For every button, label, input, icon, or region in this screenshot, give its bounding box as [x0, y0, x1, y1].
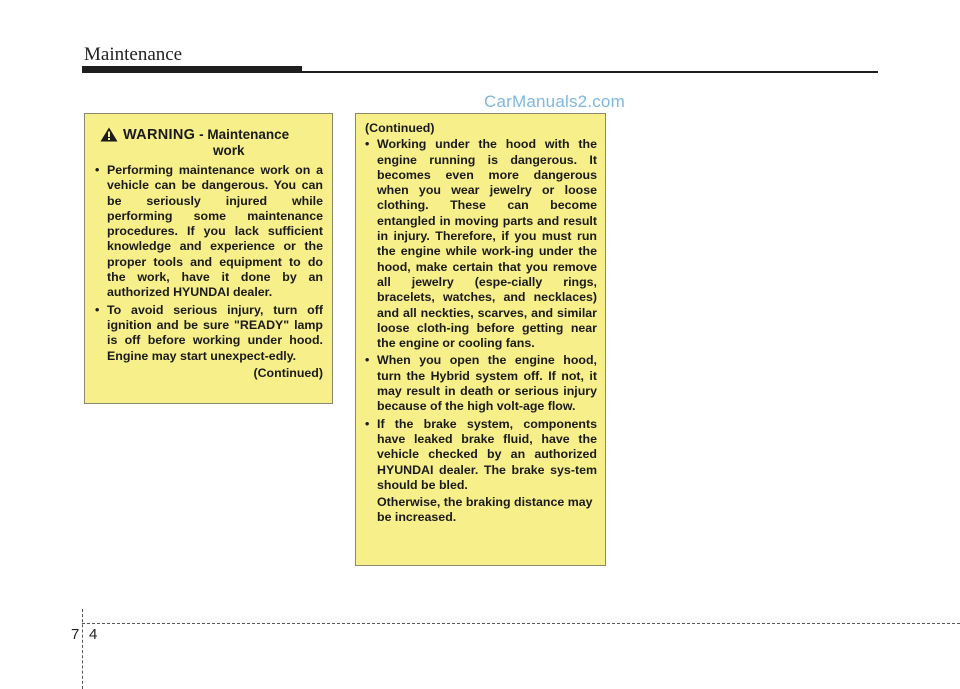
continued-bullet-list [365, 137, 597, 493]
warning-bullet-list [95, 163, 323, 364]
header-rule-thick [82, 66, 302, 73]
page-number: 4 [89, 626, 98, 643]
warning-title-topic: - Maintenance [199, 127, 290, 142]
warning-bullet-item: • To avoid serious injury, turn off ignition and be sure "READY" lamp is off before working under hood. Engine may start unexpect-edly. [95, 303, 323, 364]
continued-bullet-item: • If the brake system, components have leaked brake fluid, have the vehicle checked by an authorized HYUNDAI dealer. The brake sys-tem should be bled. [365, 417, 597, 493]
continued-warning-box [355, 113, 606, 566]
chapter-number: 7 [71, 626, 80, 643]
warning-title [123, 126, 289, 144]
continued-bullet-item: • When you open the engine hood, turn the Hybrid system off. If not, it may result in death or serious injury because of the high volt-age flow. [365, 353, 597, 414]
footer-rule-horizontal [82, 623, 960, 624]
warning-bullet-item: • Performing maintenance work on a vehicle can be dangerous. You can be seriously injured while performing some maintenance procedures. If you lack sufficient knowledge and experience or the proper tools and equipment to do the work, have it done by an authorized HYUNDAI dealer. [95, 163, 323, 301]
section-title: Maintenance [84, 44, 183, 65]
warning-triangle-icon [100, 127, 118, 142]
continued-heading: (Continued) [365, 121, 435, 135]
footer-rule-vertical [82, 609, 83, 689]
watermark-text: CarManuals2.com [484, 92, 625, 111]
continued-extra-paragraph: Otherwise, the braking distance may be increased. [377, 495, 593, 525]
warning-box [84, 113, 333, 404]
warning-title-topic-2: work [213, 142, 245, 158]
continued-note: (Continued) [253, 365, 323, 380]
header-rule-thin [300, 71, 878, 73]
warning-title-line2 [95, 143, 323, 160]
warning-header [95, 126, 323, 144]
continued-bullet-item: • Working under the hood with the engine running is dangerous. It becomes even more dangerous when you wear jewelry or loose clothing. These can become entangled in moving parts and result in injury. Therefore, if you must run the engine while work-ing under the hood, make certain that you remove all jewelry (espe-cially rings, bracelets, watches, and necklaces) and all neckties, scarves, and similar loose cloth-ing before getting near the engine or cooling fans. [365, 137, 597, 351]
warning-title-word: WARNING [123, 127, 196, 143]
